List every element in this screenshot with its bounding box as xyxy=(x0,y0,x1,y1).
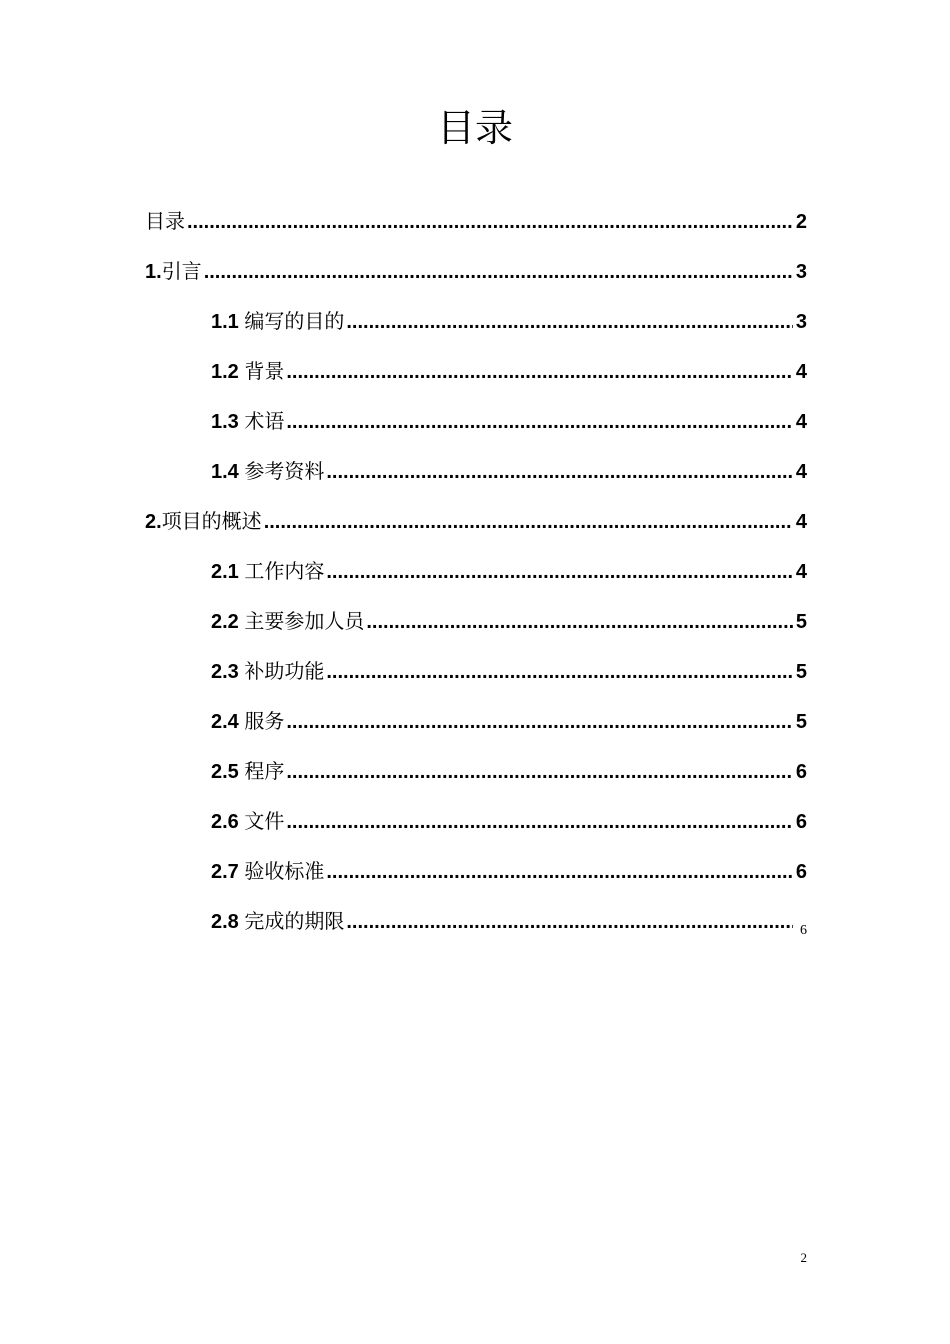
toc-entry-number: 1.2 xyxy=(211,361,245,383)
toc-entry-title: 工作内容 xyxy=(244,559,325,583)
toc-entry-page: 5 xyxy=(795,711,807,733)
toc-dot-leader xyxy=(264,507,793,537)
toc-entry-2-5[interactable] xyxy=(211,756,807,786)
toc-entry-title: 验收标准 xyxy=(244,859,325,883)
toc-dot-leader xyxy=(326,857,793,887)
toc-entry-number: 2.6 xyxy=(211,811,245,833)
toc-entry-1-3[interactable] xyxy=(211,406,807,436)
toc-entry-title: 服务 xyxy=(244,709,285,733)
toc-entry-page: 6 xyxy=(795,861,807,883)
toc-dot-leader xyxy=(286,707,793,737)
toc-dot-leader xyxy=(326,557,793,587)
toc-entry-2-1[interactable] xyxy=(211,556,807,586)
toc-entry-number: 2.4 xyxy=(211,711,245,733)
toc-entry-2-3[interactable] xyxy=(211,656,807,686)
toc-entry-2-6[interactable] xyxy=(211,806,807,836)
toc-dot-leader xyxy=(204,257,793,287)
toc-entry-number: 2.8 xyxy=(211,911,245,933)
toc-entry-title: 引言 xyxy=(161,259,202,283)
toc-dot-leader xyxy=(286,357,793,387)
toc-entry-2-8[interactable] xyxy=(211,906,807,936)
toc-dot-leader xyxy=(286,807,793,837)
toc-dot-leader xyxy=(326,457,793,487)
toc-entry-page: 6 xyxy=(800,923,807,938)
toc-entry-page: 3 xyxy=(795,261,807,283)
toc-entry-2-4[interactable] xyxy=(211,706,807,736)
toc-entry-1-1[interactable] xyxy=(211,306,807,336)
toc-entry-title: 参考资料 xyxy=(244,459,325,483)
toc-dot-leader xyxy=(366,607,793,637)
toc-dot-leader xyxy=(286,757,793,787)
toc-entry-title: 编写的目的 xyxy=(244,309,345,333)
toc-entry-title: 补助功能 xyxy=(244,659,325,683)
toc-dot-leader xyxy=(346,307,793,337)
page-number: 2 xyxy=(800,1250,807,1265)
toc-dot-leader xyxy=(326,657,793,687)
toc-entry-page: 6 xyxy=(795,811,807,833)
toc-entry-page: 2 xyxy=(795,211,807,233)
toc-entry-page: 4 xyxy=(795,511,807,533)
toc-entry-number: 1.1 xyxy=(211,311,245,333)
toc-entry-number: 1.3 xyxy=(211,411,245,433)
toc-entry-number: 2. xyxy=(145,511,162,533)
toc-entry-page: 5 xyxy=(795,611,807,633)
toc-entry-1[interactable] xyxy=(145,256,807,286)
toc-entry-2-7[interactable] xyxy=(211,856,807,886)
toc-entry-page: 4 xyxy=(795,361,807,383)
toc-entry-number: 1.4 xyxy=(211,461,245,483)
toc-entry-2-2[interactable] xyxy=(211,606,807,636)
toc-entry-title: 主要参加人员 xyxy=(244,609,365,633)
toc-entry-title: 术语 xyxy=(244,409,285,433)
toc-dot-leader xyxy=(346,907,793,937)
toc-entry-title: 背景 xyxy=(244,359,285,383)
toc-dot-leader xyxy=(286,407,793,437)
page-title: 目录 xyxy=(436,106,513,150)
toc-entry-title: 完成的期限 xyxy=(244,909,345,933)
toc-entry-number: 1. xyxy=(145,261,162,283)
toc-entry-title: 程序 xyxy=(244,759,285,783)
toc-entry-number: 2.2 xyxy=(211,611,245,633)
toc-entry-title: 文件 xyxy=(244,809,285,833)
toc-entry-page: 4 xyxy=(795,461,807,483)
toc-entry-page: 5 xyxy=(795,661,807,683)
toc-entry-2[interactable] xyxy=(145,506,807,536)
toc-entry-contents[interactable] xyxy=(145,206,807,236)
toc-entry-title: 项目的概述 xyxy=(161,509,262,533)
toc-entry-page: 4 xyxy=(795,561,807,583)
toc-entry-page: 6 xyxy=(795,761,807,783)
toc-entry-number: 2.5 xyxy=(211,761,245,783)
toc-entry-number: 2.7 xyxy=(211,861,245,883)
toc-entry-number: 2.3 xyxy=(211,661,245,683)
toc-entry-1-2[interactable] xyxy=(211,356,807,386)
toc-entry-page: 3 xyxy=(795,311,807,333)
toc-dot-leader xyxy=(187,207,793,237)
toc-entry-title: 目录 xyxy=(145,209,185,233)
toc-entry-number: 2.1 xyxy=(211,561,245,583)
toc-entry-1-4[interactable] xyxy=(211,456,807,486)
toc-entry-page: 4 xyxy=(795,411,807,433)
